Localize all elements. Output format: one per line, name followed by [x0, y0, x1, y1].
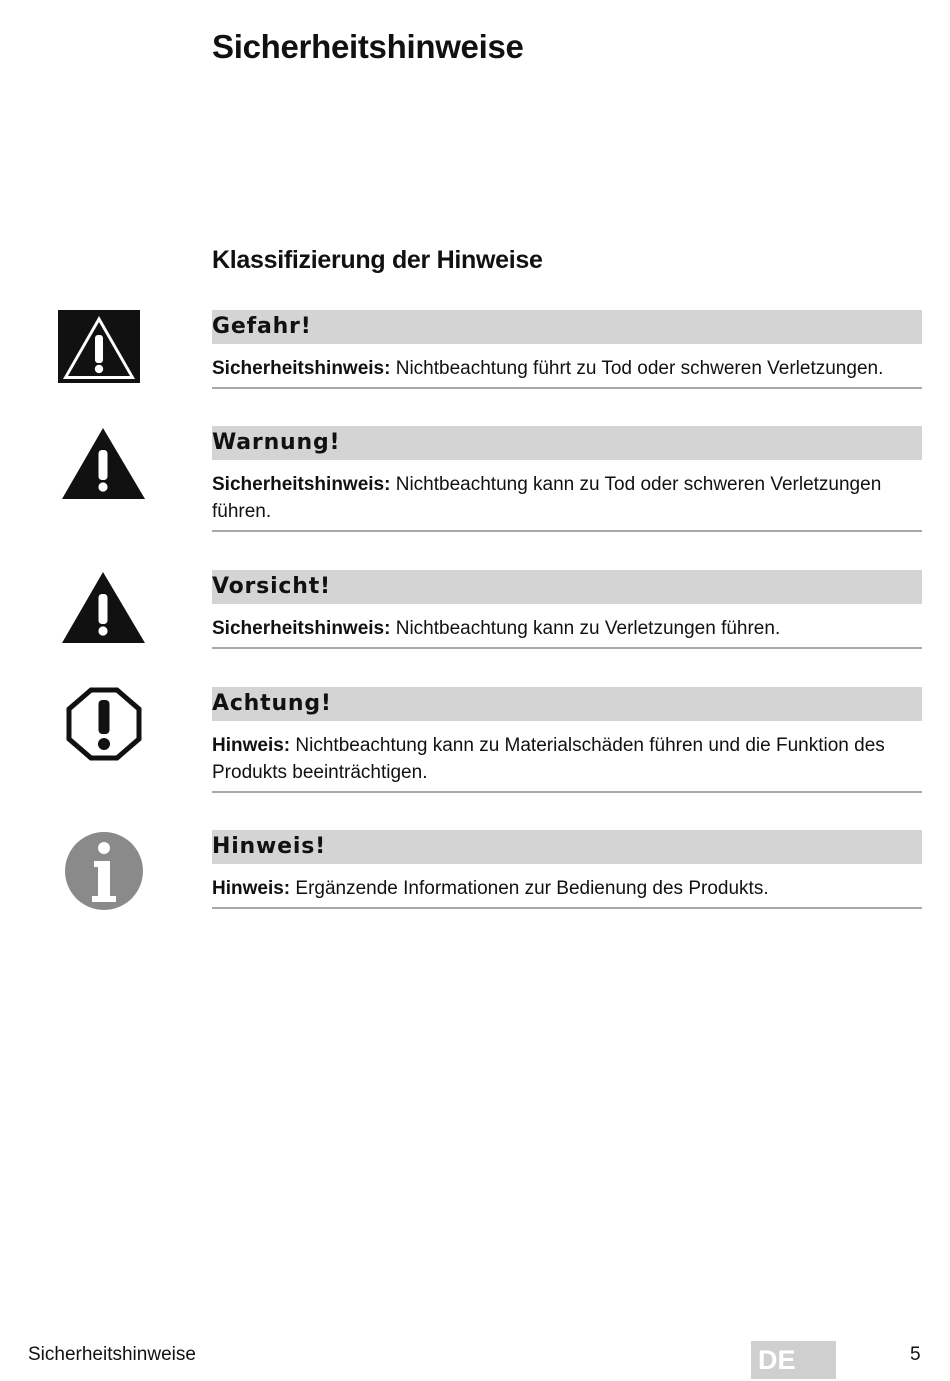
info-circle-icon	[58, 830, 150, 910]
notice-lead: Sicherheitshinweis:	[212, 358, 391, 379]
notice-lead: Sicherheitshinweis:	[212, 474, 391, 495]
notice-text	[212, 615, 922, 647]
danger-sign-icon	[58, 310, 150, 390]
notice-text	[212, 471, 922, 530]
notice-description: Nichtbeachtung kann zu Tod oder schweren Verletzungen führen.	[212, 474, 882, 522]
notice-title: Hinweis!	[212, 830, 922, 864]
notice-lead: Sicherheitshinweis:	[212, 618, 391, 639]
caution-triangle-icon	[58, 570, 150, 650]
notice-title: Achtung!	[212, 687, 922, 721]
notice-title: Warnung!	[212, 426, 922, 460]
notice-description: Nichtbeachtung kann zu Materialschäden führen und die Funktion des Produkts beeinträchtigen.	[212, 735, 885, 783]
section-heading: Klassifizierung der Hinweise	[212, 246, 543, 274]
notice-text	[212, 355, 922, 387]
notice-body	[212, 570, 922, 649]
page-title: Sicherheitshinweise	[212, 28, 524, 65]
notice-lead: Hinweis:	[212, 735, 291, 756]
notice-title: Gefahr!	[212, 310, 922, 344]
notice-lead: Hinweis:	[212, 878, 291, 899]
language-badge: DE	[751, 1341, 836, 1379]
notice-body	[212, 310, 922, 389]
page-number: 5	[910, 1344, 921, 1365]
notice-title: Vorsicht!	[212, 570, 922, 604]
footer-section-name: Sicherheitshinweise	[28, 1344, 196, 1365]
warning-triangle-icon	[58, 426, 150, 506]
attention-octagon-icon	[58, 687, 150, 767]
notice-body	[212, 830, 922, 909]
notice-body	[212, 687, 922, 793]
notice-text	[212, 875, 922, 907]
notice-body	[212, 426, 922, 532]
notice-description: Nichtbeachtung führt zu Tod oder schweren Verletzungen.	[390, 358, 884, 379]
notice-description: Nichtbeachtung kann zu Verletzungen führen.	[390, 618, 781, 639]
notice-text	[212, 732, 922, 791]
notice-description: Ergänzende Informationen zur Bedienung des Produkts.	[290, 878, 769, 899]
